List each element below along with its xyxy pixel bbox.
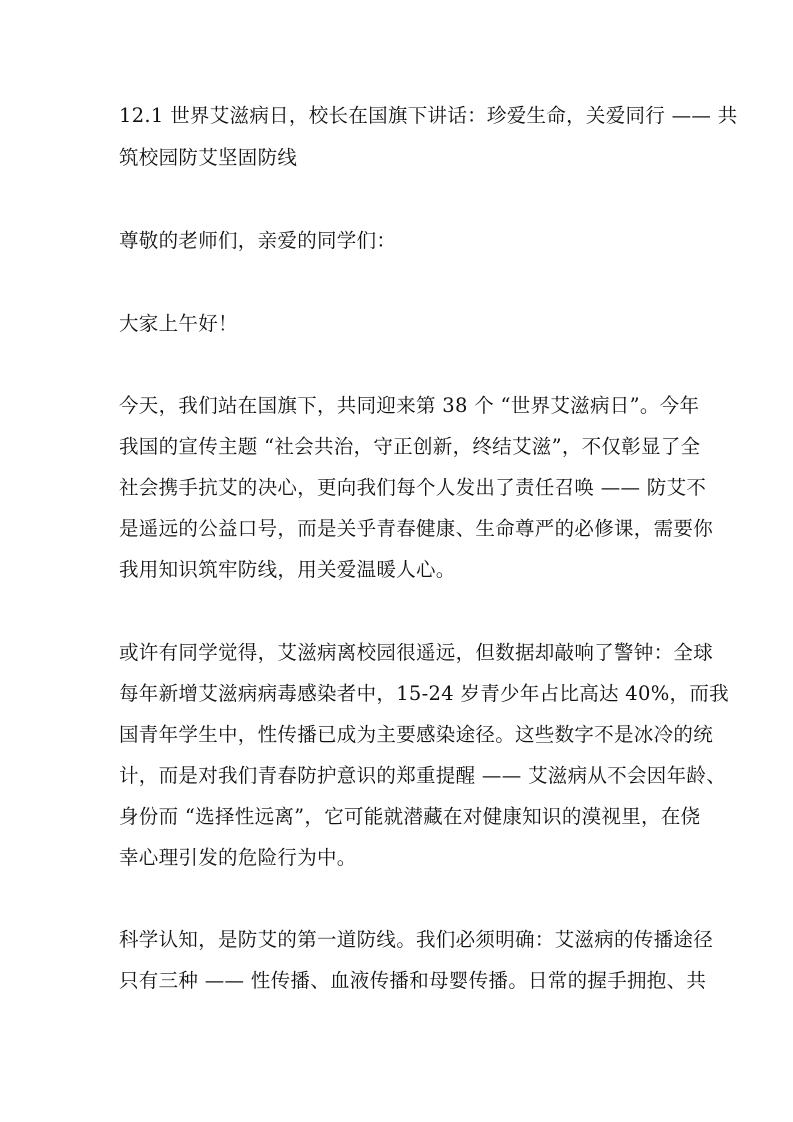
paragraph-1-line-1: 今天，我们站在国旗下，共同迎来第 38 个 “世界艾滋病日”。今年: [119, 394, 700, 417]
paragraph-1-line-2: 我国的宣传主题 “社会共治，守正创新，终结艾滋”，不仅彰显了全: [119, 435, 701, 458]
paragraph-1-line-3: 社会携手抗艾的决心，更向我们每个人发出了责任召唤 —— 防艾不: [119, 476, 707, 499]
paragraph-3-line-1: 科学认知，是防艾的第一道防线。我们必须明确：艾滋病的传播途径: [119, 928, 714, 951]
paragraph-2-line-6: 幸心理引发的危险行为中。: [119, 846, 357, 869]
paragraph-2-line-5: 身份而 “选择性远离”，它可能就潜藏在对健康知识的漠视里，在侥: [119, 805, 701, 828]
paragraph-2-line-4: 计，而是对我们青春防护意识的郑重提醒 —— 艾滋病从不会因年龄、: [119, 764, 726, 787]
document-title-line-2: 筑校园防艾坚固防线: [119, 146, 298, 169]
paragraph-1-line-5: 我用知识筑牢防线，用关爱温暖人心。: [119, 558, 456, 581]
paragraph-1-line-4: 是遥远的公益口号，而是关乎青春健康、生命尊严的必修课，需要你: [119, 517, 714, 540]
document-title-line-1: 12.1 世界艾滋病日，校长在国旗下讲话：珍爱生命，关爱同行 —— 共: [119, 104, 738, 127]
greeting: 大家上午好！: [119, 312, 238, 335]
paragraph-2-line-2: 每年新增艾滋病病毒感染者中，15-24 岁青少年占比高达 40%，而我: [119, 682, 729, 705]
paragraph-3-line-2: 只有三种 —— 性传播、血液传播和母婴传播。日常的握手拥抱、共: [119, 969, 707, 992]
paragraph-2-line-1: 或许有同学觉得，艾滋病离校园很遥远，但数据却敲响了警钟：全球: [119, 641, 714, 664]
salutation: 尊敬的老师们，亲爱的同学们：: [119, 229, 397, 252]
paragraph-2-line-3: 国青年学生中，性传播已成为主要感染途径。这些数字不是冰冷的统: [119, 723, 714, 746]
